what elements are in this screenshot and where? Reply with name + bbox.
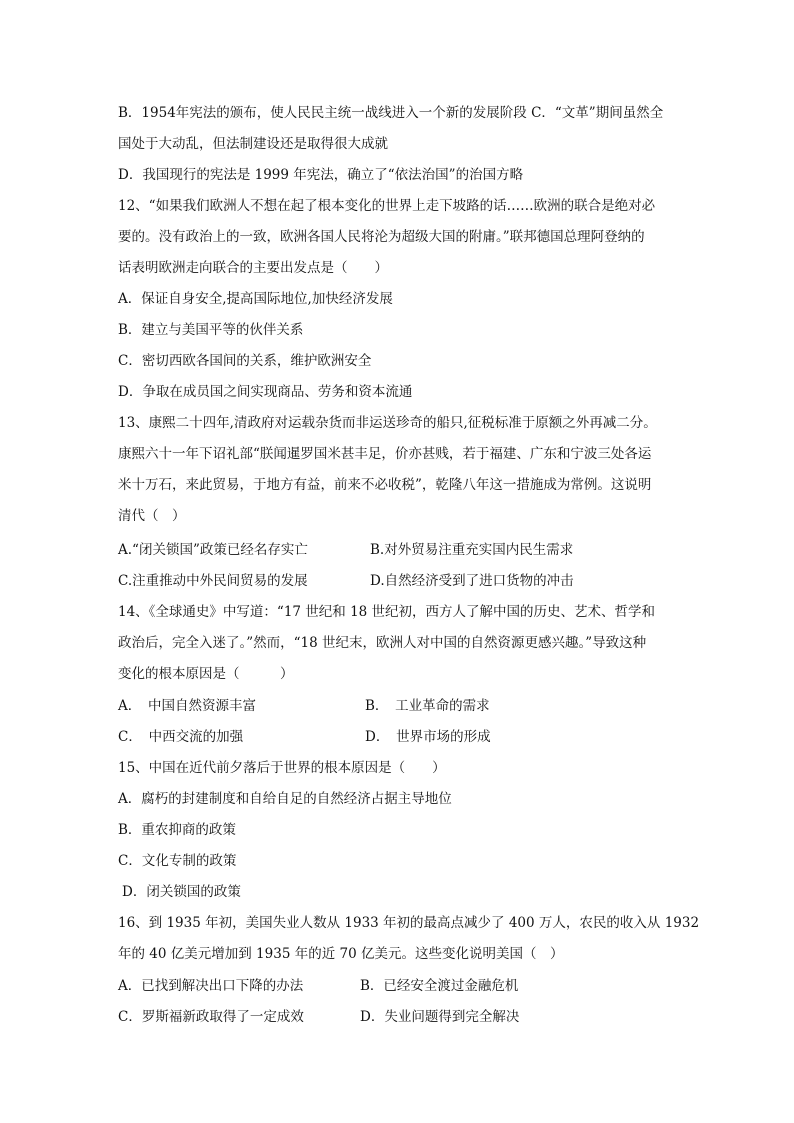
question-13-option-d: D.自然经济受到了进口货物的冲击 — [370, 573, 574, 589]
question-15-option-c: C．文化专制的政策 — [118, 853, 237, 869]
question-12-stem: 12、“如果我们欧洲人不想在起了根本变化的世界上走下坡路的话……欧洲的联合是绝对必 — [118, 198, 656, 214]
question-13-stem: 清代（ ） — [118, 508, 186, 524]
question-16-option-b: B．已经安全渡过金融危机 — [360, 978, 519, 994]
question-15-option-d: D．闭关锁国的政策 — [122, 884, 241, 900]
question-14-stem: 14、《全球通史》中写道：“17 世纪和 18 世纪初，西方人了解中国的历史、艺术、哲学和 — [118, 604, 656, 620]
question-13-stem: 米十万石，来此贸易，于地方有益，前来不必收税”，乾隆八年这一措施成为常例。这说明 — [118, 477, 652, 493]
question-14-option-a: A． 中国自然资源丰富 — [118, 698, 256, 714]
question-16-option-c: C．罗斯福新政取得了一定成效 — [118, 1009, 304, 1025]
question-15-stem: 15、中国在近代前夕落后于世界的根本原因是（ ） — [118, 760, 446, 776]
question-15-option-a: A．腐朽的封建制度和自给自足的自然经济占据主导地位 — [118, 791, 452, 807]
question-14-stem: 变化的根本原因是（ ） — [118, 666, 294, 682]
text-line: D．我国现行的宪法是 1999 年宪法，确立了“依法治国”的治国方略 — [118, 167, 524, 183]
question-14-option-b: B． 工业革命的需求 — [365, 698, 490, 714]
question-16-stem: 年的 40 亿美元增加到 1935 年的近 70 亿美元。这些变化说明美国（ ） — [118, 946, 564, 962]
question-12-option-c: C．密切西欧各国间的关系，维护欧洲安全 — [118, 353, 372, 369]
question-12-option-b: B．建立与美国平等的伙伴关系 — [118, 322, 304, 338]
question-12-option-a: A．保证自身安全,提高国际地位,加快经济发展 — [118, 291, 393, 307]
text-line: 国处于大动乱，但法制建设还是取得很大成就 — [118, 136, 388, 152]
question-13-option-b: B.对外贸易注重充实国内民生需求 — [370, 542, 574, 558]
question-12-stem: 话表明欧洲走向联合的主要出发点是（ ） — [118, 260, 388, 276]
question-13-option-a: A.“闭关锁国”政策已经名存实亡 — [118, 542, 308, 558]
question-14-option-c: C． 中西交流的加强 — [118, 729, 244, 745]
question-15-option-b: B．重农抑商的政策 — [118, 822, 236, 838]
question-12-option-d: D．争取在成员国之间实现商品、劳务和资本流通 — [118, 384, 413, 400]
question-13-stem: 13、康熙二十四年,清政府对运载杂货而非运送珍奇的船只,征税标准于原额之外再减二分。 — [118, 415, 657, 431]
question-16-stem: 16、到 1935 年初，美国失业人数从 1933 年初的最高点减少了 400 万人，农民的收入从 1932 — [118, 915, 700, 931]
question-13-option-c: C.注重推动中外民间贸易的发展 — [118, 573, 308, 589]
question-16-option-a: A．已找到解决出口下降的办法 — [118, 978, 304, 994]
question-16-option-d: D．失业问题得到完全解决 — [360, 1009, 520, 1025]
question-12-stem: 要的。没有政治上的一致，欧洲各国人民将沦为超级大国的附庸。”联邦德国总理阿登纳的 — [118, 229, 645, 245]
question-14-stem: 政治后，完全入迷了。”然而，“18 世纪末，欧洲人对中国的自然资源更感兴趣。”导致这种 — [118, 635, 647, 651]
text-line: B．1954年宪法的颁布，使人民民主统一战线进入一个新的发展阶段 C．“文革”期间虽然全 — [118, 105, 664, 121]
question-14-option-d: D． 世界市场的形成 — [365, 729, 491, 745]
question-13-stem: 康熙六十一年下诏礼部“朕闻暹罗国米甚丰足，价亦甚贱，若于福建、广东和宁波三处各运 — [118, 446, 652, 462]
